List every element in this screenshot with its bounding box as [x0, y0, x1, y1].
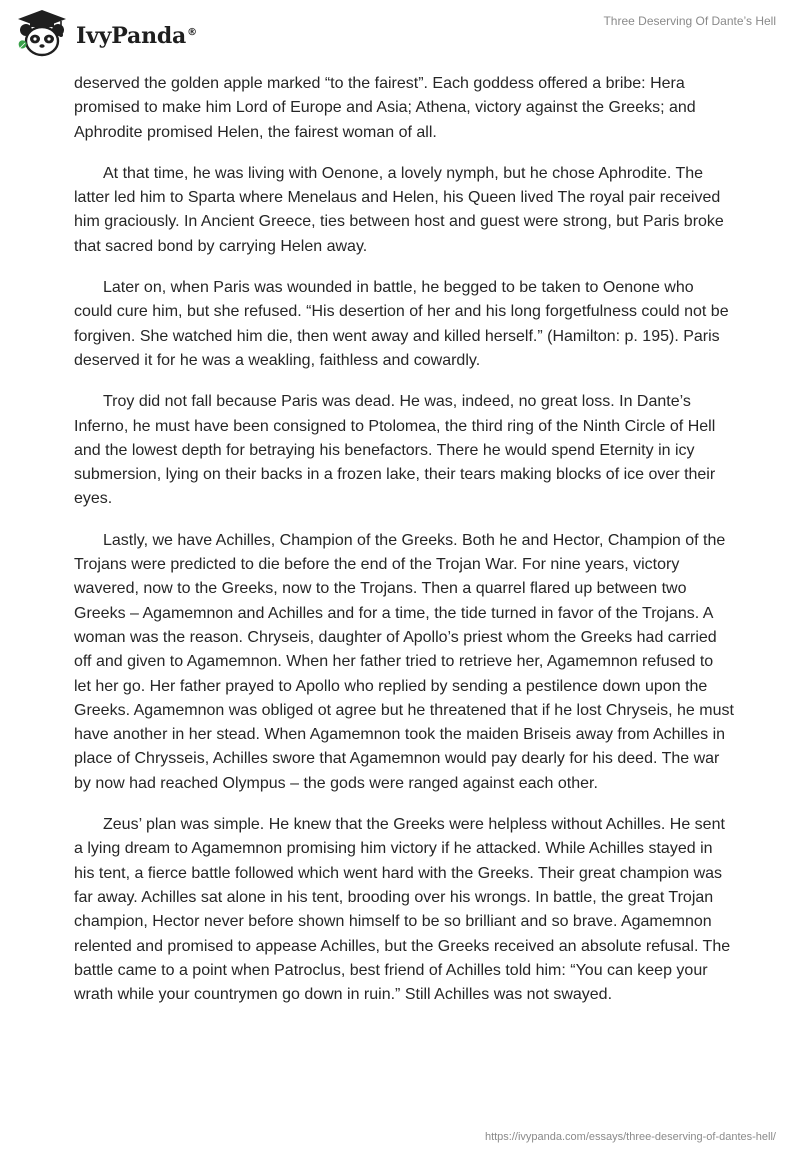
paragraph: Later on, when Paris was wounded in battle, he begged to be taken to Oenone who could cure him, but she refused. “His desertion of her and his long forgetfulness could not be forgiven. She watched him die, then went away and killed herself.” (Hamilton: p. 195). Paris deserved it for he was a weakling, faithless and cowardly. — [74, 279, 729, 369]
logo-wordmark — [76, 23, 197, 49]
panda-graduate-icon — [14, 8, 70, 60]
essay-body — [74, 72, 734, 1024]
source-url[interactable]: https://ivypanda.com/essays/three-deserving-of-dantes-hell/ — [484, 1131, 776, 1143]
document-title: Three Deserving Of Dante’s Hell — [603, 14, 776, 28]
ivypanda-logo[interactable] — [14, 8, 197, 60]
logo-text: IvyPanda — [76, 23, 187, 49]
paragraph: Lastly, we have Achilles, Champion of the Greeks. Both he and Hector, Champion of the Trojans were predicted to die before the end of the Trojan War. For nine years, victory wavered, now to the Greeks, now to the Trojans. Then a quarrel flared up between two Greeks – Agamemnon and Achilles and for a time, the tide turned in favor of the Trojans. A woman was the reason. Chryseis, daughter of Apollo’s priest whom the Greeks had carried off and given to Agamemnon. When her father tried to retrieve her, Agamemnon refused to let her go. Her father prayed to Apollo who replied by sending a pestilence down upon the Greeks. Agamemnon was obliged ot agree but he threatened that if he lost Chryseis, he must have another in her stead. When Agamemnon took the maiden Briseis away from Achilles in place of Chrysseis, Achilles swore that Agamemnon would pay dearly for his deed. The war by now had reached Olympus – the gods were ranged against each other. — [74, 531, 734, 792]
registered-mark: ® — [187, 26, 197, 38]
paragraph: Troy did not fall because Paris was dead. He was, indeed, no great loss. In Dante’s Inferno, he must have been consigned to Ptolomea, the third ring of the Ninth Circle of Hell and the lowest depth for betraying his benefactors. There he would spend Eternity in icy submersion, lying on their backs in a frozen lake, their tears making blocks of ice over their eyes. — [74, 393, 716, 508]
paragraph: Zeus’ plan was simple. He knew that the Greeks were helpless without Achilles. He sent a lying dream to Agamemnon promising him victory if he attacked. While Achilles stayed in his tent, a fierce battle followed which went hard with the Greeks. Their great champion was far away. Achilles sat alone in his tent, brooding over his wrongs. In battle, the great Trojan champion, Hector never before shown himself to be so brilliant and so brave. Agamemnon relented and promised to appease Achilles, but the Greeks received an absolute refusal. The battle came to a point when Patroclus, best friend of Achilles told him: “You can keep your wrath while your countrymen go down in ruin.” Still Achilles was not swayed. — [74, 816, 731, 1004]
paragraph: deserved the golden apple marked “to the fairest”. Each goddess offered a bribe: Hera promised to make him Lord of Europe and Asia; Athena, victory against the Greeks; and Aphrodite promised Helen, the fairest woman of all. — [74, 75, 696, 141]
page-header — [0, 0, 800, 70]
paragraph: At that time, he was living with Oenone, a lovely nymph, but he chose Aphrodite. The latter led him to Sparta where Menelaus and Helen, his Queen lived The royal pair received him graciously. In Ancient Greece, ties between host and guest were strong, but Paris broke that sacred bond by carrying Helen away. — [74, 164, 724, 255]
